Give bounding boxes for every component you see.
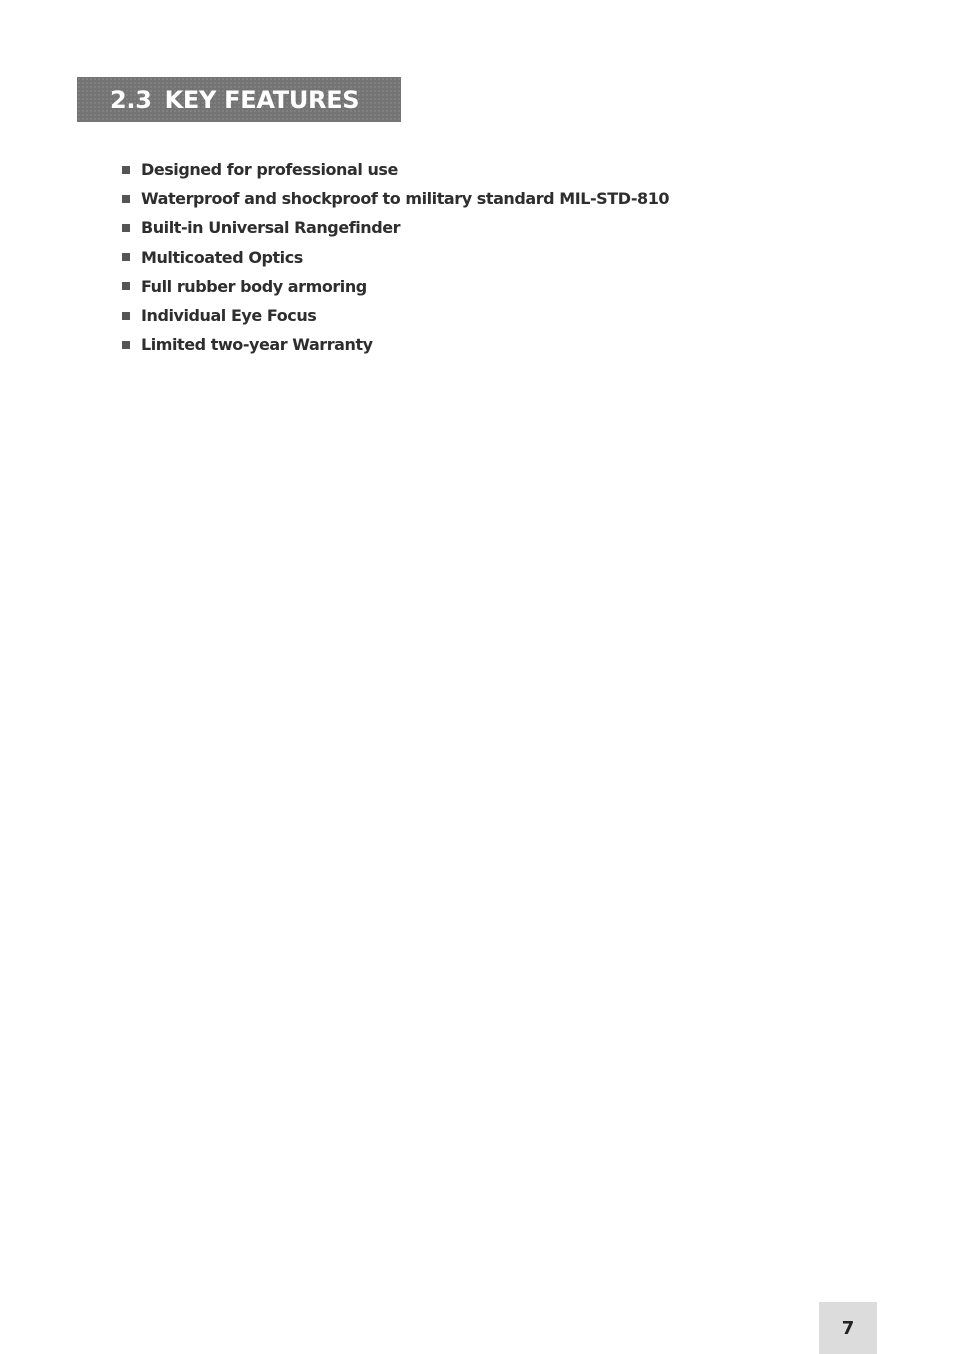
page-number: 7 (841, 1317, 855, 1339)
square-bullet-icon (122, 253, 130, 261)
section-heading (110, 86, 359, 114)
list-item (122, 301, 669, 330)
list-item (122, 272, 669, 301)
square-bullet-icon (122, 282, 130, 290)
section-title: KEY FEATURES (164, 85, 360, 114)
feature-text: Waterproof and shockproof to military standard MIL-STD-810 (141, 189, 670, 209)
square-bullet-icon (122, 224, 130, 232)
list-item (122, 155, 669, 184)
square-bullet-icon (122, 312, 130, 320)
feature-text: Designed for professional use (141, 160, 398, 180)
section-header (77, 77, 401, 122)
section-number: 2.3 (110, 85, 152, 114)
square-bullet-icon (122, 341, 130, 349)
feature-text: Multicoated Optics (141, 247, 303, 267)
key-features-list (122, 155, 669, 359)
feature-text: Individual Eye Focus (141, 306, 317, 326)
page-number-box (819, 1302, 877, 1354)
list-item (122, 243, 669, 272)
feature-text: Built-in Universal Rangefinder (141, 218, 401, 238)
feature-text: Limited two-year Warranty (141, 335, 373, 355)
square-bullet-icon (122, 195, 130, 203)
list-item (122, 184, 669, 213)
square-bullet-icon (122, 166, 130, 174)
list-item (122, 213, 669, 242)
feature-text: Full rubber body armoring (141, 276, 367, 296)
list-item (122, 330, 669, 359)
